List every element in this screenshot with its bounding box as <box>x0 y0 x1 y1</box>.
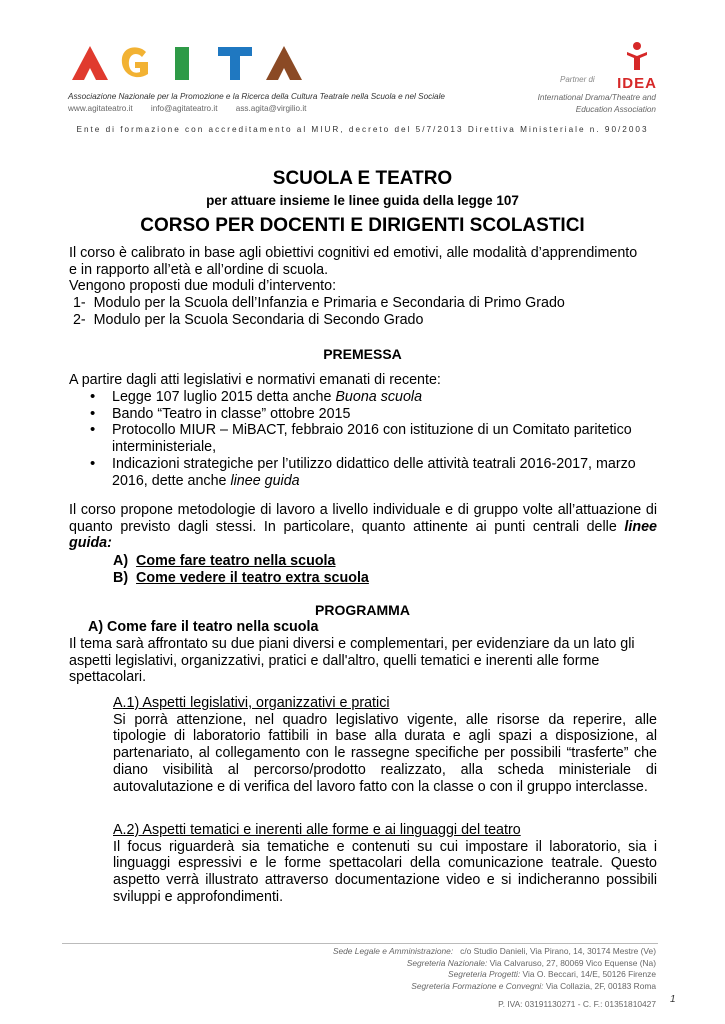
point-a-label: A) <box>113 553 129 569</box>
bullet-item-indicazioni <box>88 456 658 489</box>
subsection-a1-title: A.1) Aspetti legislativi, organizzativi e pratici <box>113 695 390 711</box>
point-b <box>113 570 369 587</box>
bullet-item-protocollo: • Protocollo MIUR – MiBACT, febbraio 2016 con istituzione di un Comitato paritetico interministeriale, <box>88 422 658 455</box>
email-link-ass[interactable]: ass.agita@virgilio.it <box>235 104 307 113</box>
point-b-text: Come vedere il teatro extra scuola <box>136 570 369 586</box>
course-title: CORSO PER DOCENTI E DIRIGENTI SCOLASTICI <box>140 215 585 236</box>
premessa-paragraph-text: Il corso propone metodologie di lavoro a livello individuale e di gruppo volte all’attuazione di quanto previsto dagli stessi. In particolare, quanto attinente ai punti centrali delle <box>69 502 657 535</box>
footer-progetti-value: Via O. Beccari, 14/E, 50126 Firenze <box>522 969 656 979</box>
logo-letter-a2 <box>266 46 302 80</box>
footer-formazione-label: Segreteria Formazione e Convegni: <box>411 980 544 991</box>
document-title: SCUOLA E TEATRO <box>272 168 453 189</box>
footer-sede <box>300 946 656 958</box>
footer-nazionale <box>300 958 656 970</box>
subsection-a2 <box>113 822 657 906</box>
bullet-text: Indicazioni strategiche per l’utilizzo didattico delle attività teatrali 2016-2017, marzo 2016, dette anche <box>112 455 636 489</box>
subsection-a1-text: Si porrà attenzione, nel quadro legislativo vigente, alle risorse da reperire, alle tipologie di laboratorio fattibili in base alla durata e agli spazi a disposizione, al partenariato, al collegamento con le rassegne specifiche per possibili “trasferte” che diano visibilità al percorso/prodotto realizzato, alla scheda ministeriale di autovalutazione e di verifica del lavoro fatto con la classe o con il gruppo interclasse. <box>113 711 657 795</box>
programma-paragraph: Il tema sarà affrontato su due piani diversi e complementari, per evidenziare da un lato gli aspetti legislativi, organizzativi, pratici e dall'altro, quelli tematici e inerenti alle forme spettacolari. <box>69 636 635 686</box>
bullet-text: Legge 107 luglio 2015 detta anche <box>112 389 336 405</box>
footer-divider <box>62 943 658 944</box>
point-a-text: Come fare teatro nella scuola <box>136 553 336 569</box>
partner-line-2: Education Association <box>575 105 656 114</box>
idea-wordmark: IDEA <box>617 75 657 92</box>
subsection-a1 <box>113 695 657 795</box>
bullet-italic: Buona scuola <box>335 389 423 405</box>
logo-letter-g <box>122 47 148 77</box>
website-link[interactable]: www.agitateatro.it <box>68 104 133 113</box>
point-a <box>113 553 335 570</box>
footer-formazione <box>300 981 656 993</box>
footer-formazione-value: Via Collazia, 2F, 00183 Roma <box>545 980 656 991</box>
idea-logo <box>614 40 660 92</box>
page-number: 1 <box>670 994 676 1005</box>
bullet-italic: linee guida <box>230 472 300 489</box>
document-subtitle: per attuare insieme le linee guida della legge 107 <box>206 193 519 208</box>
module-item-1: 1- Modulo per la Scuola dell’Infanzia e Primaria e Secondaria di Primo Grado <box>69 295 565 312</box>
bullet-item-bando: • Bando “Teatro in classe” ottobre 2015 <box>88 406 658 423</box>
intro-line-2: e in rapporto all’età e all’ordine di scuola. <box>69 261 329 278</box>
footer-sede-value: c/o Studio Danieli, Via Pirano, 14, 30174 Mestre (Ve) <box>460 946 656 956</box>
linee-guida-emphasis: linee guida: <box>69 518 657 552</box>
idea-figure-icon <box>614 40 660 72</box>
association-description: Associazione Nazionale per la Promozione e la Ricerca della Cultura Teatrale nella Scuola e nel Sociale <box>68 92 445 101</box>
premessa-bullet-list <box>88 389 658 489</box>
logo-letter-t <box>218 47 252 80</box>
footer-nazionale-label: Segreteria Nazionale: <box>406 957 488 968</box>
module-item-2: 2- Modulo per la Scuola Secondaria di Secondo Grado <box>69 311 424 328</box>
programma-section-a: A) Come fare il teatro nella scuola <box>88 619 319 635</box>
intro-line-3: Vengono proposti due moduli d’intervento: <box>69 278 337 295</box>
footer-progetti <box>300 969 656 981</box>
premessa-paragraph <box>69 502 657 552</box>
contact-links <box>68 104 322 113</box>
accreditation-line: Ente di formazione con accreditamento al MIUR, decreto del 5/7/2013 Direttiva Ministeriale n. 90/2003 <box>76 125 649 134</box>
footer-progetti-label: Segreteria Progetti: <box>448 969 521 979</box>
tax-ids: P. IVA: 03191130271 - C. F.: 01351810427 <box>498 999 656 1009</box>
intro-paragraph <box>69 245 657 329</box>
footer-sede-label: Sede Legale e Amministrazione: <box>332 946 454 956</box>
premessa-heading: PREMESSA <box>323 346 402 362</box>
subsection-a2-title: A.2) Aspetti tematici e inerenti alle forme e ai linguaggi del teatro <box>113 822 521 838</box>
partner-label: Partner di <box>560 75 595 84</box>
point-b-label: B) <box>113 570 129 586</box>
footer-nazionale-value: Via Calvaruso, 27, 80069 Vico Equense (Na) <box>489 957 656 968</box>
partner-description <box>500 92 656 116</box>
subsection-a2-text: Il focus riguarderà sia tematiche e contenuti su cui impostare il laboratorio, sia i linguaggi espressivi e le forme spettacolari della comunicazione teatrale. Questo aspetto verrà illustrato attraverso documentazione video e si indicheranno possibili sviluppi e approfondimenti. <box>113 838 657 905</box>
logo-letter-i <box>175 47 189 80</box>
premessa-lead: A partire dagli atti legislativi e normativi emanati di recente: <box>69 372 441 388</box>
partner-line-1: International Drama/Theatre and <box>537 93 656 102</box>
bullet-item-legge-107 <box>88 389 658 406</box>
agita-logo <box>70 44 310 82</box>
intro-line-1: Il corso è calibrato in base agli obiettivi cognitivi ed emotivi, alle modalità d’apprendimento <box>69 245 638 261</box>
email-link-info[interactable]: info@agitateatro.it <box>150 104 218 113</box>
logo-letter-a <box>72 46 108 80</box>
footer-addresses <box>300 946 656 992</box>
programma-heading: PROGRAMMA <box>315 602 410 618</box>
